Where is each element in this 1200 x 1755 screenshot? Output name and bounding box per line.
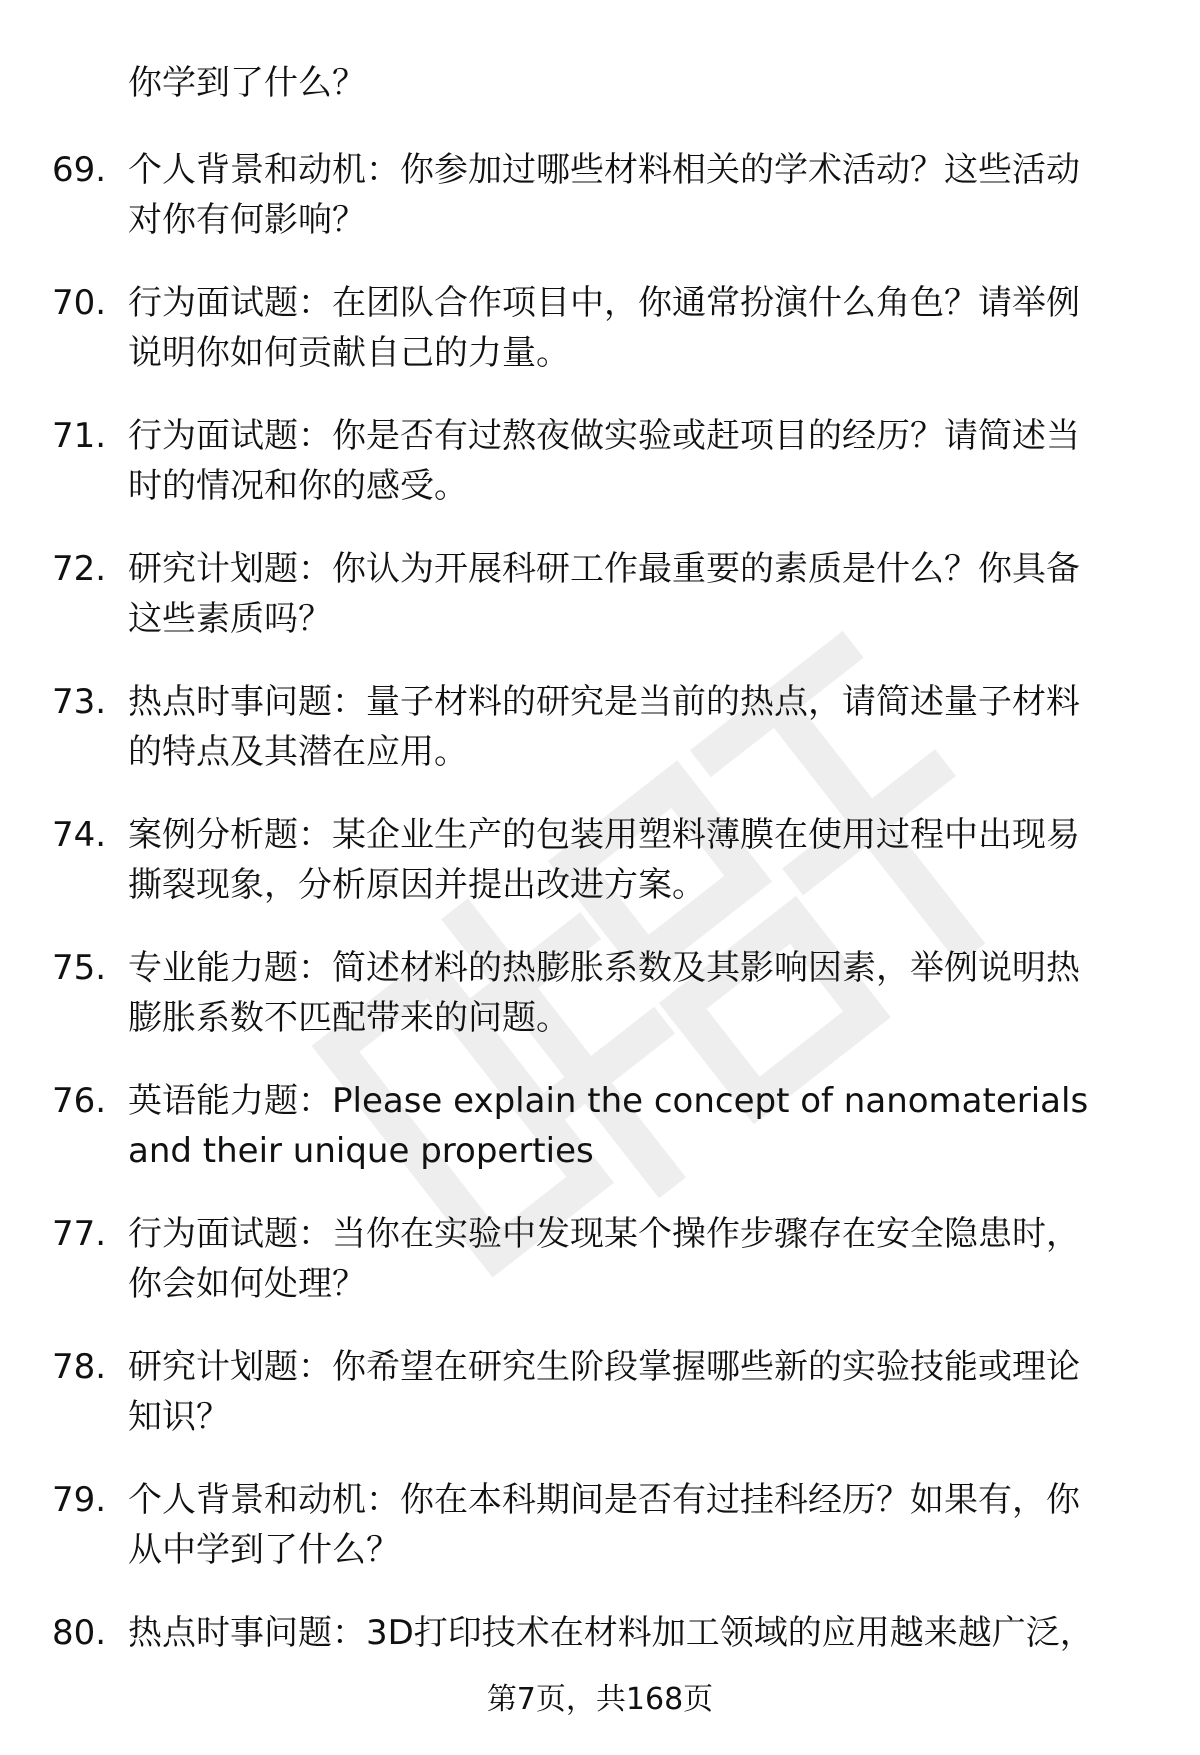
question-text bbox=[128, 1209, 1138, 1309]
question-line: and their unique properties bbox=[128, 1131, 594, 1171]
list-item bbox=[0, 943, 1200, 1076]
list-item bbox=[0, 411, 1200, 544]
question-text bbox=[128, 278, 1138, 378]
question-line: 个人背景和动机：你参加过哪些材料相关的学术活动？这些活动 bbox=[128, 150, 1080, 190]
question-line: 专业能力题：简述材料的热膨胀系数及其影响因素，举例说明热 bbox=[128, 948, 1080, 988]
question-text bbox=[128, 544, 1138, 644]
list-item bbox=[0, 278, 1200, 411]
question-text bbox=[128, 145, 1138, 245]
question-text bbox=[128, 943, 1138, 1043]
question-line: 个人背景和动机：你在本科期间是否有过挂科经历？如果有，你 bbox=[128, 1480, 1080, 1520]
question-line: 时的情况和你的感受。 bbox=[128, 466, 468, 506]
question-line: 从中学到了什么？ bbox=[128, 1530, 400, 1570]
list-item bbox=[0, 544, 1200, 677]
question-line: 的特点及其潜在应用。 bbox=[128, 732, 468, 772]
question-number: 69. bbox=[52, 150, 107, 190]
question-text bbox=[128, 677, 1138, 777]
question-line: 行为面试题：在团队合作项目中，你通常扮演什么角色？请举例 bbox=[128, 283, 1080, 323]
page-footer: 第7页，共168页 bbox=[486, 1682, 714, 1717]
question-number: 74. bbox=[52, 815, 107, 855]
question-text bbox=[128, 1475, 1138, 1575]
question-line: 你会如何处理？ bbox=[128, 1264, 366, 1304]
question-text bbox=[128, 810, 1138, 910]
question-number: 78. bbox=[52, 1347, 107, 1387]
question-line: 案例分析题：某企业生产的包装用塑料薄膜在使用过程中出现易 bbox=[128, 815, 1080, 855]
question-number: 73. bbox=[52, 682, 107, 722]
question-line: 热点时事问题：量子材料的研究是当前的热点，请简述量子材料 bbox=[128, 682, 1080, 722]
question-line: 英语能力题：Please explain the concept of nanomaterials bbox=[128, 1081, 1089, 1121]
list-item bbox=[0, 145, 1200, 278]
question-list bbox=[0, 145, 1200, 1741]
question-number: 80. bbox=[52, 1613, 107, 1653]
question-number: 72. bbox=[52, 549, 107, 589]
question-line: 膨胀系数不匹配带来的问题。 bbox=[128, 998, 570, 1038]
question-line: 研究计划题：你希望在研究生阶段掌握哪些新的实验技能或理论 bbox=[128, 1347, 1080, 1387]
question-line: 撕裂现象，分析原因并提出改进方案。 bbox=[128, 865, 706, 905]
question-line: 研究计划题：你认为开展科研工作最重要的素质是什么？你具备 bbox=[128, 549, 1080, 589]
question-line: 对你有何影响？ bbox=[128, 200, 366, 240]
question-number: 77. bbox=[52, 1214, 107, 1254]
question-text bbox=[128, 1342, 1138, 1442]
question-number: 70. bbox=[52, 283, 107, 323]
question-line: 行为面试题：当你在实验中发现某个操作步骤存在安全隐患时， bbox=[128, 1214, 1080, 1254]
question-line: 热点时事问题：3D打印技术在材料加工领域的应用越来越广泛， bbox=[128, 1613, 1094, 1653]
question-number: 75. bbox=[52, 948, 107, 988]
question-line: 行为面试题：你是否有过熬夜做实验或赶项目的经历？请简述当 bbox=[128, 416, 1080, 456]
question-number: 71. bbox=[52, 416, 107, 456]
list-item bbox=[0, 677, 1200, 810]
list-item bbox=[0, 810, 1200, 943]
question-number: 79. bbox=[52, 1480, 107, 1520]
question-text bbox=[128, 1076, 1138, 1176]
list-item bbox=[0, 1342, 1200, 1475]
question-text bbox=[128, 1608, 1138, 1658]
list-item bbox=[0, 1076, 1200, 1209]
continuation-text: 你学到了什么？ bbox=[128, 63, 366, 103]
list-item bbox=[0, 1475, 1200, 1608]
question-line: 说明你如何贡献自己的力量。 bbox=[128, 333, 570, 373]
question-text bbox=[128, 411, 1138, 511]
question-number: 76. bbox=[52, 1081, 107, 1121]
list-item bbox=[0, 1209, 1200, 1342]
question-line: 知识？ bbox=[128, 1397, 230, 1437]
question-line: 这些素质吗？ bbox=[128, 599, 332, 639]
